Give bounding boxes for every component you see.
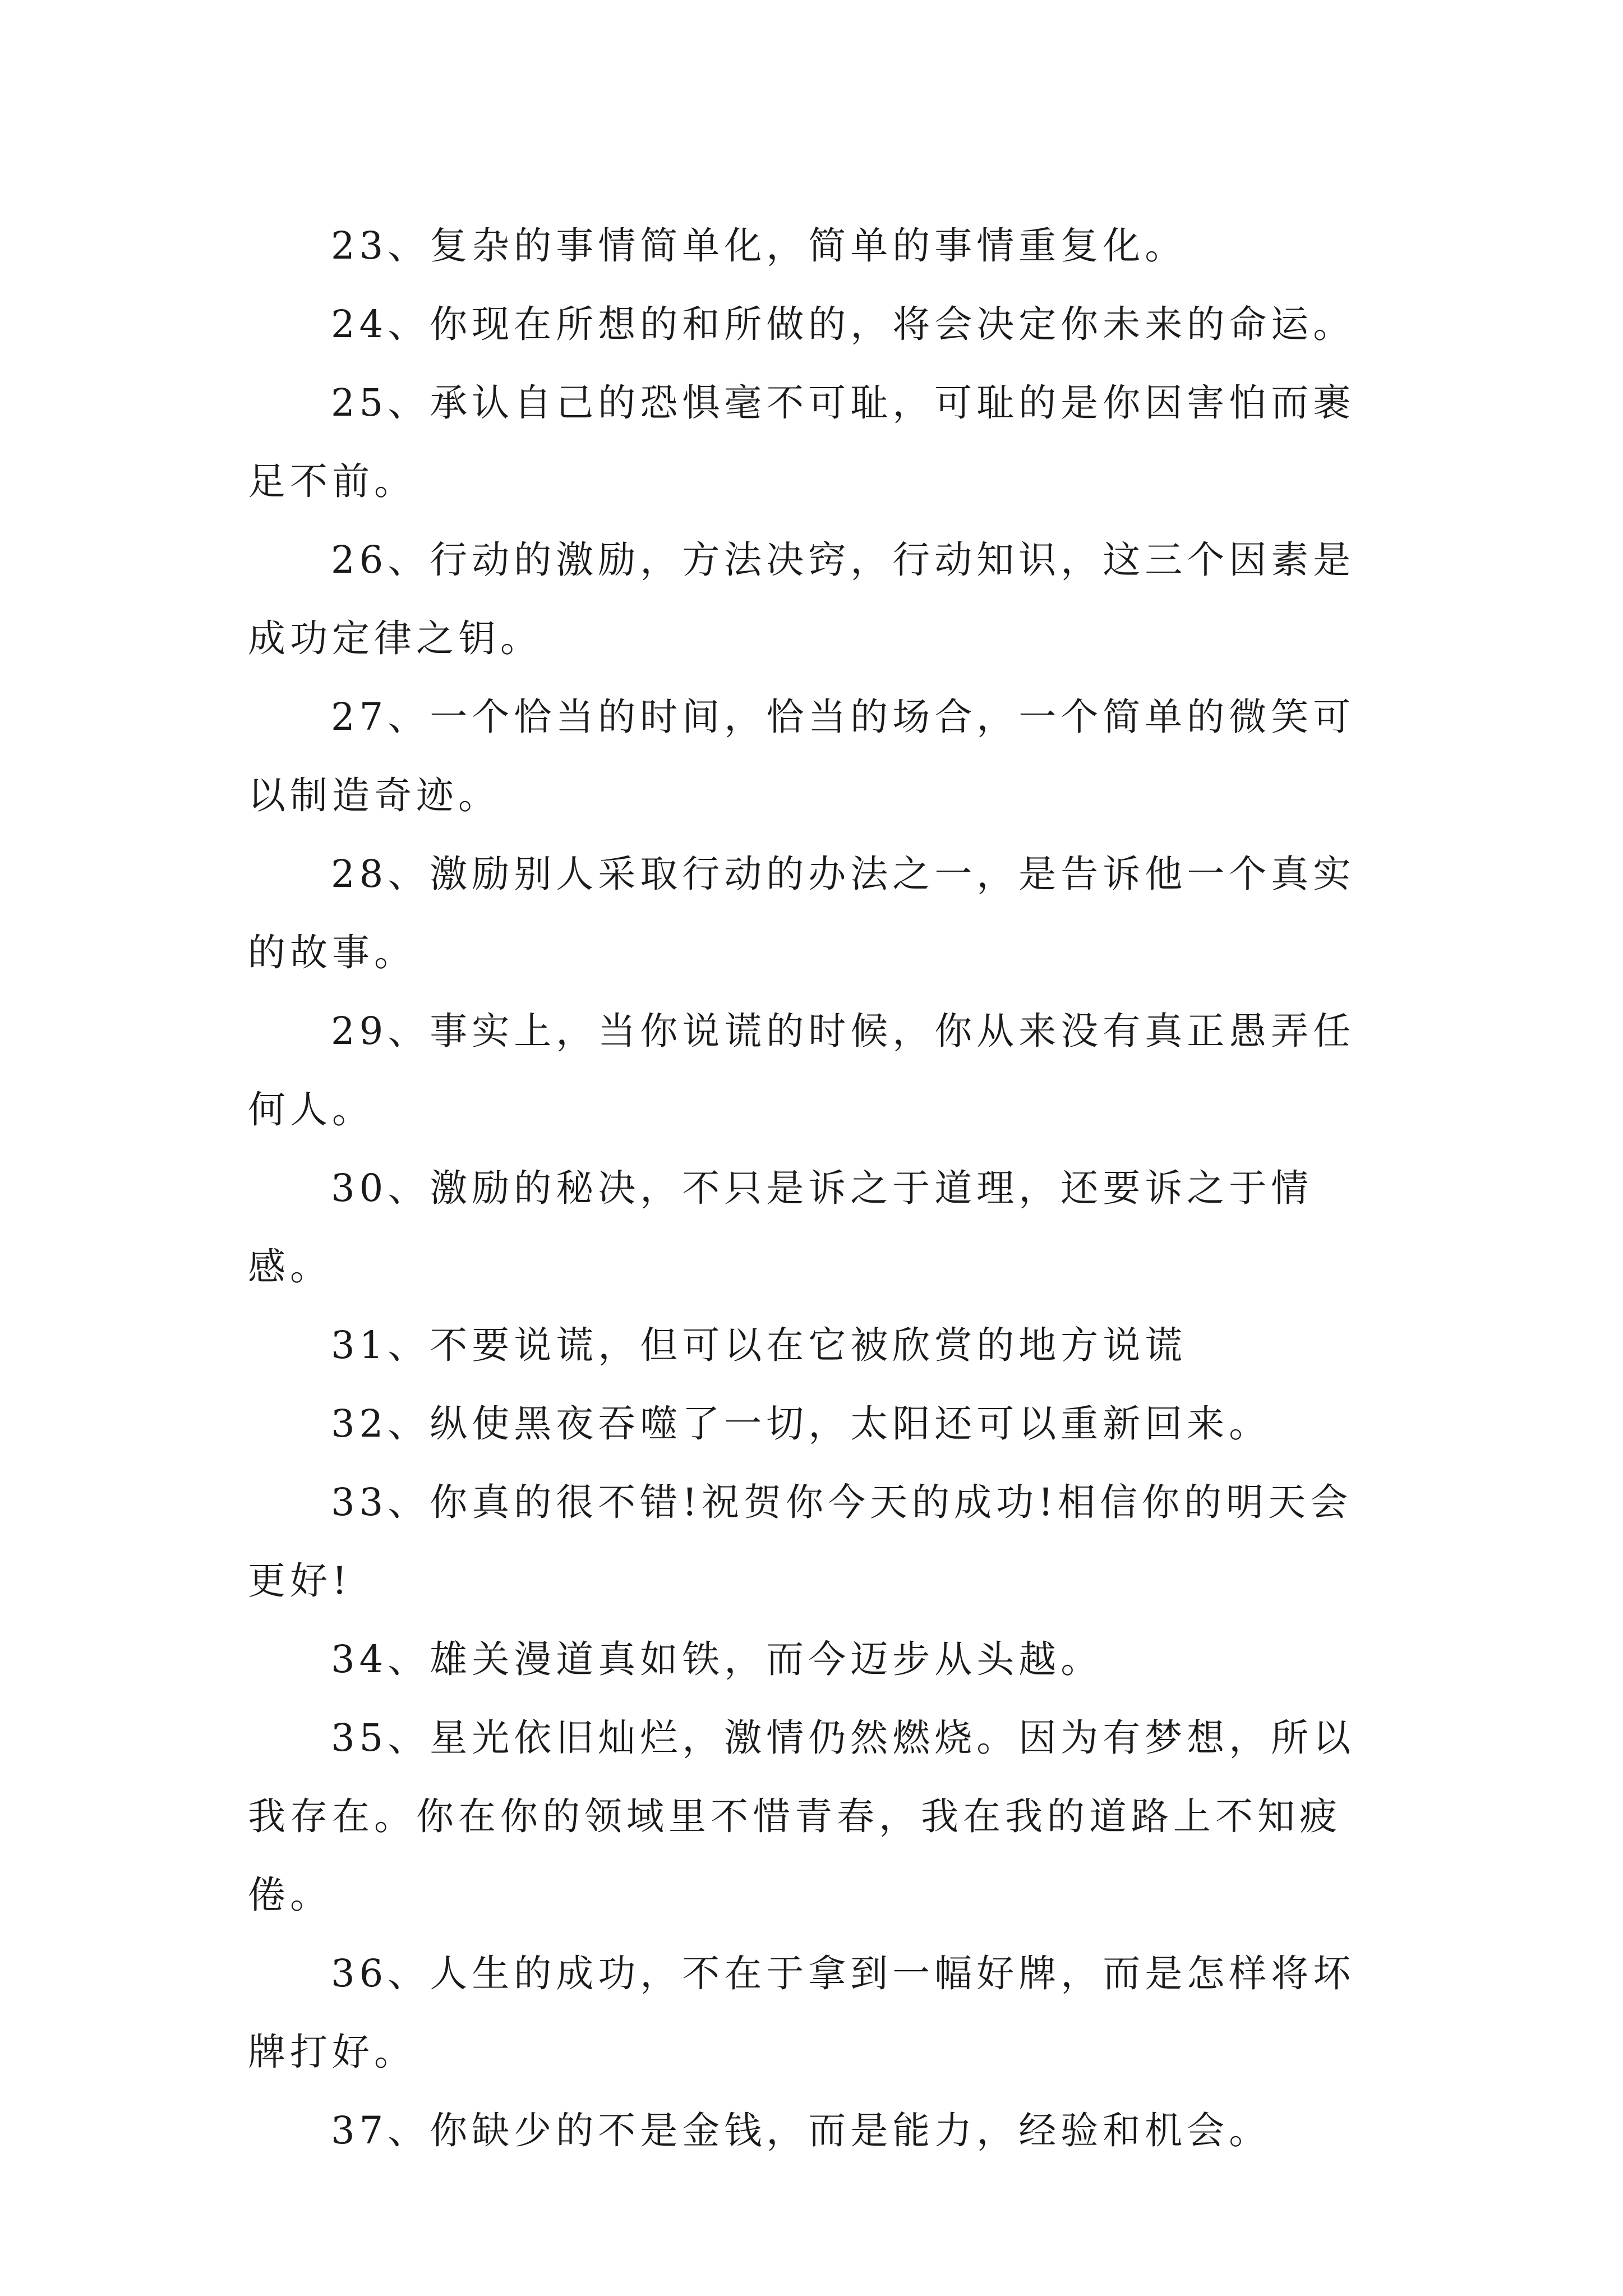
paragraph-31: 31、不要说谎，但可以在它被欣赏的地方说谎 bbox=[331, 1323, 1187, 1367]
paragraph-32: 32、纵使黑夜吞噬了一切，太阳还可以重新回来。 bbox=[331, 1402, 1271, 1446]
paragraph-33: 33、你真的很不错!祝贺你今天的成功!相信你的明天会更好! bbox=[248, 1480, 1353, 1603]
paragraph-26: 26、行动的激励，方法决窍，行动知识，这三个因素是成功定律之钥。 bbox=[248, 538, 1355, 660]
paragraph-25: 25、承认自己的恐惧毫不可耻，可耻的是你因害怕而裹足不前。 bbox=[248, 381, 1355, 503]
paragraph-29: 29、事实上，当你说谎的时候，你从来没有真正愚弄任何人。 bbox=[248, 1009, 1355, 1131]
paragraph-30: 30、激励的秘决，不只是诉之于道理，还要诉之于情感。 bbox=[248, 1166, 1313, 1289]
document-body bbox=[248, 206, 1392, 2170]
paragraph-35: 35、星光依旧灿烂，激情仍然燃烧。因为有梦想，所以我存在。你在你的领域里不惜青春，我在我的道路上不知疲倦。 bbox=[248, 1716, 1355, 1917]
paragraph-37: 37、你缺少的不是金钱，而是能力，经验和机会。 bbox=[331, 2109, 1271, 2152]
paragraph-27: 27、一个恰当的时间，恰当的场合，一个简单的微笑可以制造奇迹。 bbox=[248, 695, 1355, 817]
paragraph-23: 23、复杂的事情简单化，简单的事情重复化。 bbox=[331, 224, 1187, 268]
paragraph-36: 36、人生的成功，不在于拿到一幅好牌，而是怎样将坏牌打好。 bbox=[248, 1952, 1355, 2074]
paragraph-34: 34、雄关漫道真如铁，而今迈步从头越。 bbox=[331, 1637, 1103, 1681]
paragraph-28: 28、激励别人采取行动的办法之一，是告诉他一个真实的故事。 bbox=[248, 852, 1355, 974]
paragraph-24: 24、你现在所想的和所做的，将会决定你未来的命运。 bbox=[331, 302, 1355, 346]
